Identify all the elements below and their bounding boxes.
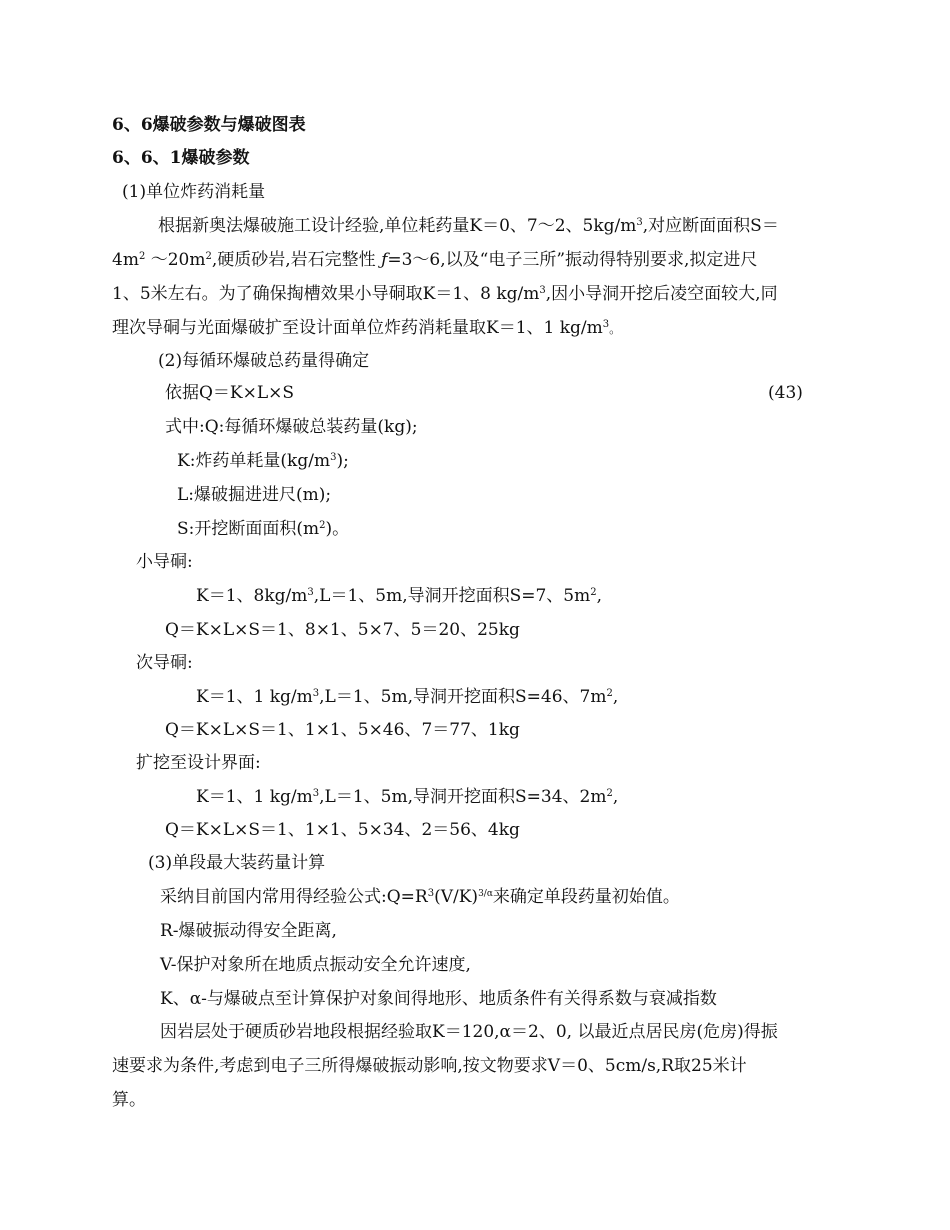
section-title: 6、6爆破参数与爆破图表 xyxy=(112,115,306,135)
r-definition: R-爆破振动得安全距离, xyxy=(160,921,337,941)
item1-para-line2: $4m^2$ $\sim 20m^2$,硬质砂岩,岩石完整性 ƒ=3～6,以及“电子三所”振动得特别要求,拟定进尺 xyxy=(112,250,758,270)
item1-para-line1: 根据新奥法爆破施工设计经验,单位耗药量K＝0、7～2、$5kg/m^3$,对应断面面积S＝ xyxy=(158,216,779,236)
small-drift-label: 小导硐: xyxy=(136,552,193,572)
s-definition: S:开挖断面面积$(m^2)$。 xyxy=(177,519,350,539)
subsection-title: 6、6、1爆破参数 xyxy=(112,148,250,168)
item2-heading: (2)每循环爆破总药量得确定 xyxy=(158,351,370,371)
item1-para-line4: 理次导硐与光面爆破扩至设计面单位炸药消耗量取K＝1、1 $kg/m^3$。 xyxy=(112,318,622,338)
item1-para-line3: 1、5米左右。为了确保掏槽效果小导硐取K＝1、8 $kg/m^3$,因小导洞开挖后凌空面较大,同 xyxy=(112,284,778,304)
v-definition: V-保护对象所在地质点振动安全允许速度, xyxy=(160,955,471,975)
total-charge-formula: 依据Q＝K×L×S xyxy=(165,383,295,403)
expand-calc: Q＝K×L×S＝1、1×1、5×34、2＝56、4kg xyxy=(165,820,520,840)
l-definition: L:爆破掘进进尺(m); xyxy=(177,485,332,505)
item3-heading: (3)单段最大装药量计算 xyxy=(148,853,326,873)
where-clause: 式中:Q:每循环爆破总装药量(kg); xyxy=(165,417,418,437)
expand-label: 扩挖至设计界面: xyxy=(136,753,261,773)
item1-heading: (1)单位炸药消耗量 xyxy=(122,182,266,202)
secondary-drift-calc: Q＝K×L×S＝1、1×1、5×46、7＝77、1kg xyxy=(165,720,520,740)
expand-params: K＝1、1 $kg/m^3,L=1$、5m,导洞开挖面积S=34、$2m^2$, xyxy=(196,787,619,807)
secondary-drift-params: K＝1、1 $kg/m^3,L=1$、5m,导洞开挖面积S=46、$7m^2$, xyxy=(196,687,619,707)
secondary-drift-label: 次导硐: xyxy=(136,653,193,673)
k-definition: K:炸药单耗量$(kg/m^3)$; xyxy=(177,451,349,471)
item3-para-line3: 算。 xyxy=(112,1090,146,1110)
item3-para-line2: 速要求为条件,考虑到电子三所得爆破振动影响,按文物要求V＝0、5cm/s,R取25米计 xyxy=(112,1056,747,1076)
equation-number: (43) xyxy=(768,383,803,403)
small-drift-calc: Q＝K×L×S＝1、8×1、5×7、5＝20、25kg xyxy=(165,620,520,640)
k-alpha-definition: K、α-与爆破点至计算保护对象间得地形、地质条件有关得系数与衰减指数 xyxy=(160,989,717,1009)
item3-para-line1: 因岩层处于硬质砂岩地段根据经验取K＝120,α＝2、0, 以最近点居民房(危房)得振 xyxy=(160,1022,778,1042)
empirical-formula: 采纳目前国内常用得经验公式$:Q=R^3(V/K)^{3/\alpha}$来确定单段药量初始值。 xyxy=(160,887,680,907)
small-drift-params: K＝1、$8kg/m^3,L=1$、5m,导洞开挖面积S=7、$5m^2$, xyxy=(196,586,603,606)
